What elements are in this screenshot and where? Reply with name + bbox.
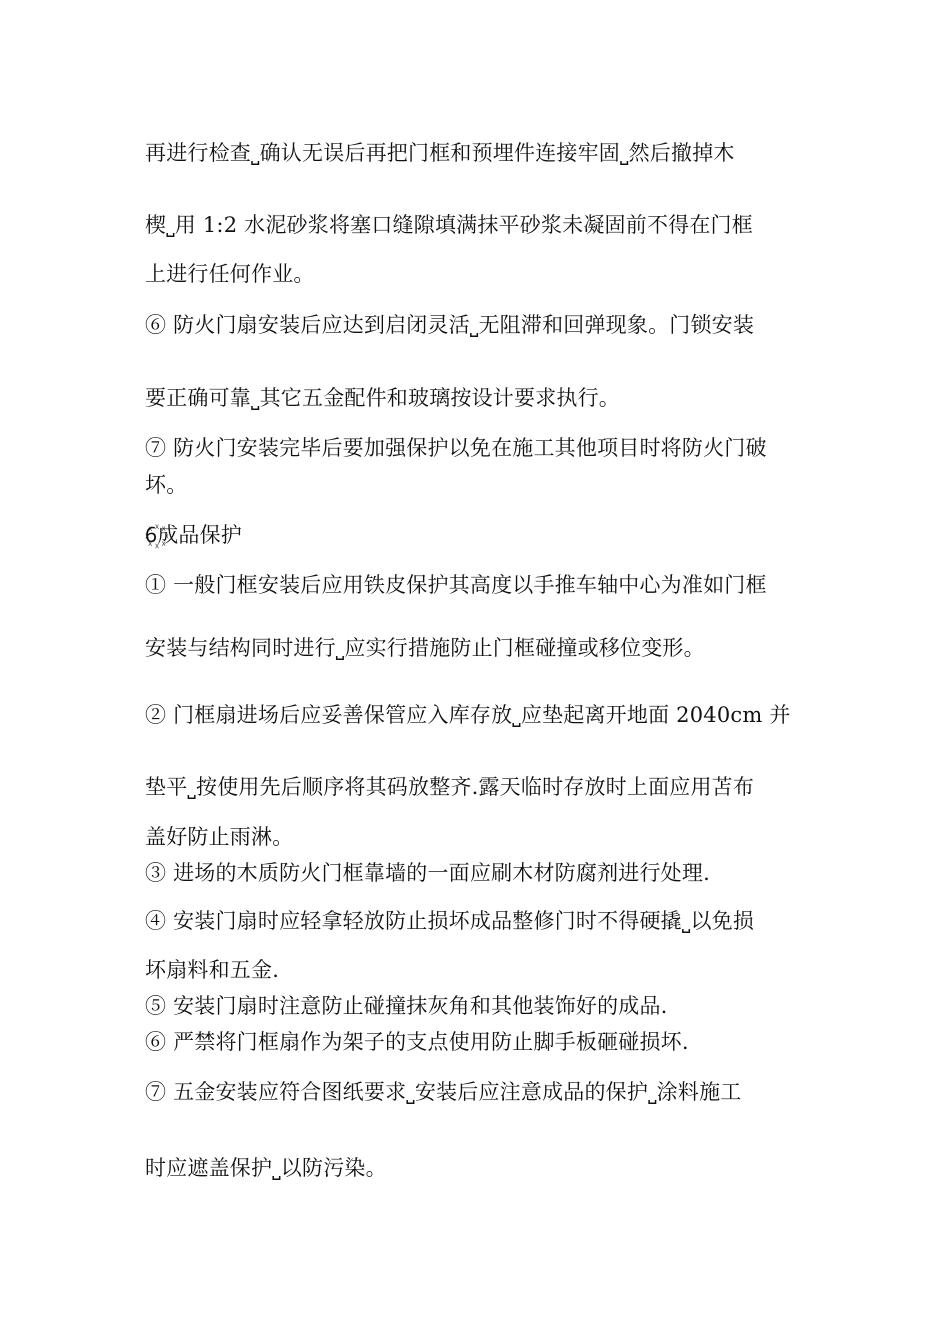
text-line: 楔⎵用 1:2 水泥砂浆将塞口缝隙填满抹平砂浆未凝固前不得在门框 (145, 213, 753, 237)
text-line: 垫平⎵按使用先后顺序将其码放整齐.露天临时存放时上面应用苫布 (145, 775, 755, 799)
text-line: 安装与结构同时进行⎵应实行措施防止门框碰撞或移位变形。 (145, 636, 705, 660)
text-line: ⑦ 五金安装应符合图纸要求⎵安装后应注意成品的保护⎵涂料施工 (145, 1080, 742, 1104)
text-line: ① 一般门框安装后应用铁皮保护其高度以手推车轴中心为准如门框 (145, 573, 767, 597)
text-line: 上进行任何作业。 (145, 262, 315, 286)
text-line: ⑥ 严禁将门框扇作为架子的支点使用防止脚手板砸碰损坏. (145, 1030, 689, 1054)
text-line: 盖好防止雨淋。 (145, 825, 294, 849)
text-line: 要正确可靠⎵其它五金配件和玻璃按设计要求执行。 (145, 386, 620, 410)
text-line: ④ 安装门扇时应轻拿轻放防止损坏成品整修门时不得硬撬⎵以免损 (145, 909, 755, 933)
text-line: 坏。 (145, 473, 188, 497)
text-line: 坏扇料和五金. (145, 958, 280, 982)
text-line: ⑦ 防火门安装完毕后要加强保护以免在施工其他项目时将防火门破 (145, 436, 767, 460)
text-line: ⑤ 安装门扇时注意防止碰撞抹灰角和其他装饰好的成品. (145, 994, 668, 1018)
text-line: ③ 进场的木质防火门框靠墙的一面应刷木材防腐剂进行处理. (145, 861, 710, 885)
text-line: ② 门框扇进场后应妥善保管应入库存放⎵应垫起离开地面 2040cm 并 (145, 703, 791, 727)
text-line: 时应遮盖保护⎵以防污染。 (145, 1156, 387, 1180)
text-line: ⑥ 防火门扇安装后应达到启闭灵活⎵无阻滞和回弹现象。门锁安装 (145, 313, 755, 337)
section-heading: 6꙰成品保护 (145, 523, 243, 547)
text-line: 再进行检查⎵确认无误后再把门框和预埋件连接牢固⎵然后撤掉木 (145, 141, 735, 165)
